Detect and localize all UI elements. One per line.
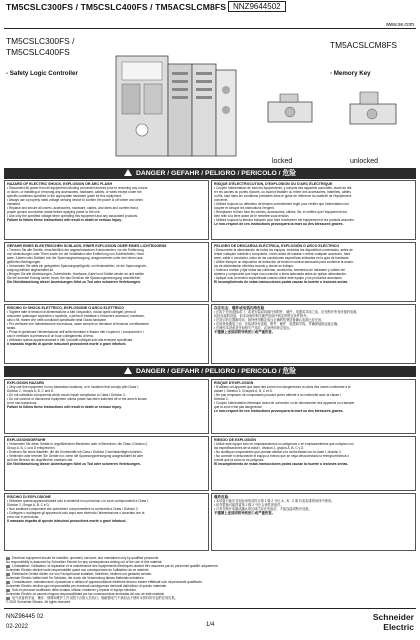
warning-triangle-icon [124, 169, 132, 176]
note-line: L'installazione, manutenzione, riparazione e utilizzo di apparecchiature elettriche devono essere effettuati solo da personale qualificato. [6, 580, 414, 584]
section-title: RIESGO DE EXPLOSIÓN [214, 438, 256, 442]
document-code: NNZ9644502 [228, 1, 286, 12]
section-line: • Verbinden oder trennen Sie Geräte nur, wenn die Spannungsversorgung ausgeschaltet ist oder [7, 454, 144, 459]
section-line: Division 2, Groups A, B, C and D. [7, 389, 55, 394]
section-line: concerné. [214, 198, 228, 203]
section-line: • Trennen Sie alle Geräte, einschließlich der angeschlossenen Komponenten, vor der Entfernung [7, 248, 144, 253]
section-line: von Abdeckungen oder Türen sowie vor der Installation oder Entfernung von Zubehörteilen, Hard- [7, 252, 145, 257]
model-right: TM5ACSLCM8FS [330, 40, 398, 50]
section-line: • Utilizzare questa apparecchiatura solo in ambienti non pericolosi o in zone corrispondenti a Class I, [7, 499, 149, 504]
section-line: • Desconecte la alimentación de todos los equipos, incluidos los dispositivos conectados, antes de [214, 248, 353, 253]
section-line: • Replace and secure all covers, accessories, hardware, cables, and wires and confirm that a [7, 206, 139, 211]
note-line: Electrical equipment should be installed, operated, serviced, and maintained only by qualified personnel. [6, 556, 414, 560]
section-footer: Die Nichtbeachtung dieser Anweisungen führt zu Tod oder schweren Verletzungen. [7, 280, 141, 285]
footer-doc-number: NNZ96445 02 [6, 614, 44, 620]
section-line: Division 2, Gruppi A, B, C e D. [7, 503, 50, 508]
note-line: Schneider Electric declina ogni responsabilità per eventuali conseguenze derivanti dall'utilizzo di questo materiale. [6, 584, 167, 588]
section-en-hazard [4, 180, 209, 240]
section-line: rer les caches ou portes d'accès, ou avant d'installer ou retirer des accessoires, matériels, câbles [214, 190, 351, 195]
section-line: las especificaciones de la clase I, división 2, grupos A, B, C y D. [214, 446, 305, 451]
section-line: 包括连接的设备，但本设备的相关硬件指南中规定的特定条件除外。 [214, 314, 310, 319]
section-line: or doors, or installing or removing any accessories, hardware, cables, or wires except under the [7, 190, 142, 195]
section-line: • No conecte ni desconecte el equipo a menos que se haya desconectado la energía eléctrica o [214, 454, 350, 459]
section-line: • 在拆下任何盖板或门、或者安装或拆卸任何附件、硬件、电缆或导线之前，应先断开所有设备的电源， [214, 310, 360, 315]
page-number: 1/4 [206, 622, 215, 628]
note-line: No responsibility is assumed by Schneider Electric for any consequences arising out of the use of this material. [6, 560, 163, 564]
document-title: TM5CSLC300FS / TM5CSLC400FS / TM5ACSLCM8FS [6, 2, 227, 12]
section-line: ou fils, sauf dans les conditions précisées dans le guide de référence du matériel de l'équipement [214, 194, 352, 199]
note-line: Schneider Electric haftet nicht für Schäden, die durch die Verwendung dieses Materials entstehen. [6, 576, 145, 580]
section-footer: El incumplimiento de estas instrucciones podrá causar la muerte o lesiones serias. [214, 462, 349, 467]
section-line: • Only use this equipment in non-hazardous locations, or in locations that comply with Class I, [7, 385, 139, 390]
section-line: Division 2. [214, 397, 229, 402]
section-footer: Le non-respect de ces instructions provoquera la mort ou des blessures graves. [214, 222, 344, 227]
section-title: HAZARD OF ELECTRIC SHOCK, EXPLOSION OR ARC FLASH [7, 182, 113, 186]
section-line: • 切勿替换可能损害第 1 级 2 分区合规性的组件。 [214, 503, 284, 508]
section-line: ware, Kabeln oder Drähten von der Spannungsversorgung, ausgenommen unter den hierzu aus- [7, 256, 144, 261]
section-line: • Coupez l'alimentation électrique avant de connecter ou de déconnecter des appareils ou s'assurer [214, 401, 355, 406]
section-footer: Die Nichtbeachtung dieser Anweisungen führt zu Tod oder schweren Verletzungen. [7, 462, 141, 467]
section-title: EXPLOSION HAZARD [7, 381, 45, 385]
section-line: • Remplacez et fixez tous les caches, accessoires, câbles, fils, et vérifiez que l'équipement est [214, 210, 347, 215]
section-line: • 在指示的位置和时间，始终使用额定电压正确的传感设备确认电源已经关闭。 [214, 318, 325, 323]
section-line: • 只有在断开电源或确认该区域不存在危险后，才能连接或断开设备。 [214, 507, 312, 512]
section-line: • 在操作本设备及任何相关产品时，必须使用规定电压。 [214, 326, 293, 331]
caption-locked: locked [272, 158, 293, 165]
section-line: • Disconnect all power from all equipment including connected devices prior to removing any covers [7, 186, 148, 191]
section-line: conste que la zona no es peligrosa. [214, 458, 265, 463]
section-line: • N'utilisez cet appareil que dans des zones non dangereuses ou dans des zones conformes à la [214, 385, 351, 390]
section-line: bien relié à la terre avant de le remettre sous tension. [214, 214, 290, 219]
section-line: sorgung wirklich abgeschaltet ist. [7, 268, 54, 273]
section-line: proper ground connection exists before applying power to the unit. [7, 210, 101, 215]
note-line: 电气设备的安装、操作、维修和维护工作仅限于合格人员执行。施耐德电气不承担由于使用本资料所引起的任何后果。 [6, 596, 414, 600]
section-line: • Coupez l'alimentation de tous les équipements, y compris des appareils raccordés, avant de reti- [214, 186, 353, 191]
note-line: L'installation, l'utilisation, la réparation et la maintenance des équipements électriques doivent être assurées par du personnel qualifié uniquement. [6, 564, 414, 568]
section-line: to be non-hazardous. [7, 401, 38, 406]
note-line: Schneider Electric no asume ninguna responsabilidad por las consecuencias derivadas del uso de este material. [6, 592, 165, 596]
section-footer: Failure to follow these instructions will result in death or serious injury. [7, 218, 122, 223]
section-title: PELIGRO DE DESCARGA ELÉCTRICA, EXPLOSIÓN O ARCO ELÉCTRICO [214, 244, 340, 248]
section-zh-hazard [211, 304, 416, 364]
section-line: classe I, Division 2, Groupes A, B, C et D. [214, 389, 273, 394]
section-line: • Aplique solo la tensión especificada cuando utilice este equipo y los productos asociados. [214, 276, 343, 281]
section-en-explosion [4, 379, 209, 434]
section-line: • Ne pas remplacer de composants pouvant porter atteinte à la conformité avec la classe I [214, 393, 341, 398]
section-footer: Il mancato rispetto di queste istruzioni provocherà morte o gravi infortuni. [7, 519, 127, 524]
section-line: • Use only the specified voltage when operating this equipment and any associated products. [7, 214, 138, 219]
section-line: Group A, B, C und D entsprechen. [7, 446, 56, 451]
section-line: • Utilizzare questa apparecchiatura e tutti i prodotti collegati solo alla tensione specificata. [7, 338, 134, 343]
section-line: specific conditions specified in the appropriate hardware guide for this equipment. [7, 194, 122, 199]
section-line: • Do not substitute components which would impair compliance to Class I Division 2. [7, 393, 126, 398]
section-title: RISCHIO DI ESPLOSIONE [7, 495, 51, 499]
section-line: cia de alimentación eléctrica cuando y donde se indique. [214, 264, 294, 269]
section-line: • Ersetzen Sie keine Bauteile, die die Konformität mit Class I Division 2 beeinträchtigen könnten. [7, 450, 143, 455]
section-footer: 不遵循上述说明将导致死亡或严重伤害。 [214, 330, 276, 335]
section-title: GEFAHR EINES ELEKTRISCHEN SCHLAGS, EINER EXPLOSION ODER EINES LICHTBOGENS [7, 244, 167, 248]
section-title: EXPLOSIONSGEFAHR [7, 438, 46, 442]
section-line: indicated. [7, 202, 21, 207]
section-fr-hazard [211, 180, 416, 240]
footer-date: 02-2022 [6, 624, 29, 630]
controller-illustration [108, 50, 248, 160]
danger-banner-2 [4, 366, 416, 377]
section-line: • 本设备只能在非危险场所或符合第 1 级 2 分区 A、B、C 和 D 组标准的场所中使用。 [214, 499, 335, 504]
section-footer: 不遵循上述说明将导致死亡或严重伤害。 [214, 511, 276, 516]
section-de-hazard [4, 242, 209, 302]
section-line: • Utilice este equipo sólo en emplazamientos no peligrosos o en emplazamientos que cumplan con [214, 442, 354, 447]
section-de-explosion [4, 436, 209, 491]
section-it-hazard [4, 304, 209, 364]
header-rule [4, 28, 416, 29]
section-title: 爆炸危险 [214, 495, 229, 499]
section-line: tarato. [7, 326, 17, 331]
section-line: • No sustituya componentes que puedan afectar a la conformidad con la clase I, división 2. [214, 450, 342, 455]
section-zh-explosion [211, 493, 416, 551]
warning-triangle-icon [124, 367, 132, 374]
section-line: • Bringen Sie alle Abdeckungen, Zubehörteile, Hardware, Kabel und Drähte wieder an und stellen [7, 272, 145, 277]
section-footer: Il mancato rispetto di queste istruzioni provocherà morte o gravi infortuni. [7, 342, 127, 347]
section-line: • Verwenden Sie stets ein geeignetes Spannungsprüfgerät, um festzustellen, ob die Spannungsver- [7, 264, 148, 269]
danger-banner-1 [4, 168, 416, 179]
section-title: RISQUE D'EXPLOSION [214, 381, 254, 385]
section-line: cavi o fili, tranne che nelle condizioni specificate nella Guida hardware. [7, 318, 107, 323]
section-line: • Prima di ripristinare l'alimentazione dell'unità rimontare e fissare tutti i coperchi, i componenti e i [7, 330, 144, 335]
footer-rule [4, 608, 416, 609]
section-line: • Collegare o scollegare gli apparecchi solo dopo aver interrotto l'alimentazione o accertato che la [7, 511, 145, 516]
section-line: • Do not connect or disconnect equipment unless power has been switched off or the area is known [7, 397, 147, 402]
danger-label: DANGER / GEFAHR / PELIGRO / PERICOLO / 危险 [135, 368, 297, 375]
section-line: • Vuelva a montar y fijar todas las cubiertas, accesorios, elementos de hardware y cables del [214, 268, 345, 273]
schneider-logo: Schneider Electric [372, 612, 414, 632]
section-line: • 在给设备通电之前，应装回所有盖板、附件、硬件、电缆和导线，并确保接地连接正确。 [214, 322, 341, 327]
section-line: • Always use a properly rated voltage sensing device to confirm the power is off where and when [7, 198, 143, 203]
section-title: RISQUE D'ÉLECTROCUTION, D'EXPLOSION OU D'ARC ÉLECTRIQUE [214, 182, 333, 186]
section-line: cavi e verificare la presenza di un buon collegamento di terra. [7, 334, 94, 339]
note-line: Schneider Electric décline toute responsabilité quant aux conséquences de l'utilisation de ce matériel. [6, 568, 150, 572]
section-es-explosion [211, 436, 416, 491]
section-line: rimuovere qualunque coperchio o sportello, o prima di installare o rimuovere accessori, hardware, [7, 314, 145, 319]
section-title: 存在电击、爆炸或电弧闪络危险 [214, 306, 265, 310]
section-line: sich der Bereich als ungefährlich erwiesen hat. [7, 458, 73, 463]
subtitle-memory-key: - Memory Key [330, 70, 371, 77]
section-footer: El incumplimiento de estas instrucciones podrá causar la muerte o lesiones serias. [214, 280, 349, 285]
section-line: ware, cable o conductor, salvo en las condiciones específicas indicadas en la guía de hardware. [214, 256, 350, 261]
section-line: geführten Bedingungen. [7, 260, 42, 265]
section-line: • Togliere tutte le tensioni di alimentazione a tutti i dispositivi, inclusi quelli collegati, prima di [7, 310, 136, 315]
memory-key-illustration [262, 84, 412, 144]
subtitle-controller: - Safety Logic Controller [6, 70, 78, 77]
section-it-explosion [4, 493, 209, 551]
section-line: • Utilisez toujours la tension indiquée pour faire fonctionner cet équipement et les produits associés. [214, 218, 355, 223]
model-b: TM5CSLC400FS [6, 47, 70, 57]
section-line: • Verwenden Sie diese Geräte in ungefährlichen Bereichen oder in Bereichen, die Class I Division 2, [7, 442, 149, 447]
section-footer: Le non-respect de ces instructions provoquera la mort ou des blessures graves. [214, 409, 344, 414]
note-line: Solo el personal cualificado debe instalar, utilizar, mantener y reparar el equipo eléctrico. [6, 588, 414, 592]
danger-label: DANGER / GEFAHR / PELIGRO / PERICOLO / 危险 [135, 170, 297, 177]
section-line: • Utilisez toujours un détecteur de tension correctement réglé pour vérifier que l'alimentation est [214, 202, 349, 207]
section-es-hazard [211, 242, 416, 302]
section-footer: Failure to follow these instructions will result in death or serious injury. [7, 405, 122, 410]
section-line: zona non è pericolosa. [7, 515, 40, 520]
copyright: © 2022 Schneider Electric. All rights reserved. [6, 600, 71, 604]
section-fr-explosion [211, 379, 416, 434]
section-title: RISCHIO DI SHOCK ELETTRICO, ESPLOSIONE O ARCO ELETTRICO [7, 306, 124, 310]
model-a: TM5CSLC300FS / [6, 36, 75, 46]
section-line: retirar cualquier cubierta o compuerta, o bien antes de instalar o retirar cualquier accesorio, hard- [214, 252, 352, 257]
section-line: • Non sostituire componenti che potrebbero compromettere la conformità a Class I Division 2. [7, 507, 139, 512]
section-line: coupée et lorsque les instructions l'exigent. [214, 206, 275, 211]
section-line: • Utilice siempre un dispositivo de detección de tensión nominal adecuado para confirmar la ausen- [214, 260, 355, 265]
caption-unlocked: unlocked [350, 158, 379, 165]
legal-notes [6, 556, 414, 604]
section-line: sistema y compruebe que haya una conexión a tierra adecuada antes de aplicar alimentación. [214, 272, 347, 277]
note-line: Elektrische Geräte dürfen nur von Fachpersonal installiert, betrieben, bedient und gewartet werden. [6, 572, 414, 576]
section-line: • Per verificare che l'alimentazione sia esclusa, usare sempre un rilevatore di tensione correttamente [7, 322, 149, 327]
section-line: Sie die korrekte Erdung sicher, bevor Sie das Gerät an die Spannungsversorgung anschließen. [7, 276, 142, 281]
section-line: que la zone n'est pas dangereuse. [214, 405, 263, 410]
website-link[interactable]: www.se.com [385, 22, 414, 28]
